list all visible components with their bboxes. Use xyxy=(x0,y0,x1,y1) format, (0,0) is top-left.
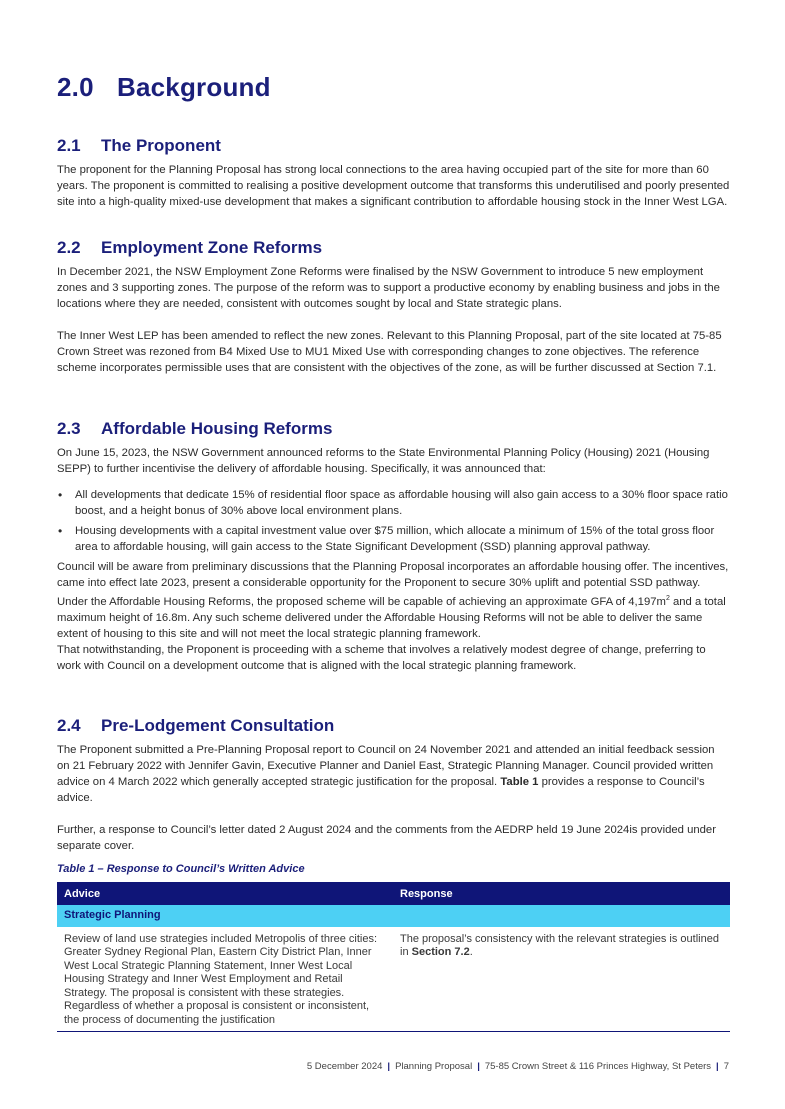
list-item: • All developments that dedicate 15% of residential floor space as affordable housing will also gain access to a 30% floor space ratio boost, and a height bonus of 30% above local environment plans. xyxy=(57,487,730,519)
section-reference: Section 7.2 xyxy=(411,946,470,958)
heading-number: 2.2 xyxy=(57,238,81,257)
paragraph: The Inner West LEP has been amended to reflect the new zones. Relevant to this Planning Proposal, part of the site located at 75-85 Crown Street was rezoned from B4 Mixed Use to MU1 Mixed Use with corresponding changes to zone objectives. The reference scheme incorporates permissible uses that are consistent with the objectives of the zone, as will be further discussed at Section 7.1. xyxy=(57,330,722,374)
affordable-housing-text xyxy=(57,445,730,674)
heading-title: The Proponent xyxy=(101,136,221,155)
heading-2-3 xyxy=(57,419,332,439)
text: The proposal’s consistency with the relevant strategies is outlined in xyxy=(400,932,719,958)
heading-title: Employment Zone Reforms xyxy=(101,238,323,257)
paragraph: The proponent for the Planning Proposal has strong local connections to the area having occupied part of the site for more than 60 years. The proponent is committed to realising a positive development outcome that transforms this underutilised and poorly presented site into a high-quality mixed-use development that makes a significant contribution to affordable housing stock in the Inner West LGA. xyxy=(57,164,730,208)
response-cell xyxy=(393,927,730,1032)
superscript: 2 xyxy=(665,595,670,602)
text: provides a response to Council’s advice. xyxy=(57,776,705,804)
header-advice: Advice xyxy=(57,882,393,905)
footer-document: Planning Proposal xyxy=(395,1061,473,1072)
text: . xyxy=(469,946,473,958)
table-caption: Table 1 – Response to Council’s Written Advice xyxy=(57,863,305,875)
footer-separator: | xyxy=(387,1061,391,1072)
text: Council will be aware from preliminary discussions that the Planning Proposal incorporates an affordable housing offer. The incentives, came into effect late 2023, present a considerable opportunity for the Proponent to secure 30% uplift and potential SSD pathway. Under the Affordable Housing Reforms, the proposed scheme will be capable of achieving an approximate GFA of 4,197m xyxy=(57,561,729,608)
heading-number: 2.1 xyxy=(57,136,81,155)
header-response: Response xyxy=(393,882,730,905)
section-heading xyxy=(57,72,271,103)
footer-date: 5 December 2024 xyxy=(306,1061,383,1072)
paragraph: Further, a response to Council’s letter dated 2 August 2024 and the comments from the AEDRP held 19 June 2024is provided under separate cover. xyxy=(57,824,716,852)
footer-separator: | xyxy=(477,1061,480,1072)
list-item: • Housing developments with a capital investment value over $75 million, which allocate a minimum of 15% of the total gross floor area to affordable housing, will gain access to the State Significant Development (SSD) planning approval pathway. xyxy=(57,523,730,555)
bullet-list xyxy=(57,487,730,555)
heading-2-4 xyxy=(57,716,334,736)
advice-cell: Review of land use strategies included Metropolis of three cities: Greater Sydney Regional Plan, Eastern City District Plan, Inner West Local Strategic Planning Statement, Inner West Local Housing Strategy and Inner West Employment and Retail Strategy. The proposal is consistent with these strategies. Regardless of whether a proposal is consistent or inconsistent, the process of documenting the justification xyxy=(57,927,393,1032)
employment-zone-text xyxy=(57,264,730,376)
paragraph: In December 2021, the NSW Employment Zone Reforms were finalised by the NSW Government to introduce 5 new employment zones and 3 supporting zones. The purpose of the reform was to support a productive economy by enabling business and jobs in the locations where they are needed, consistent with outcomes sought by local and State strategic plans. xyxy=(57,266,720,310)
consultation-text xyxy=(57,742,730,854)
page-footer xyxy=(307,1061,729,1072)
paragraph xyxy=(57,742,730,806)
table-row xyxy=(57,927,730,1032)
category-empty-cell xyxy=(393,905,730,927)
heading-2-1 xyxy=(57,136,221,156)
page-number: 7 xyxy=(723,1061,729,1072)
heading-title: Affordable Housing Reforms xyxy=(101,419,333,438)
table-header-row xyxy=(57,882,730,905)
heading-number: 2.3 xyxy=(57,419,81,438)
paragraph: On June 15, 2023, the NSW Government announced reforms to the State Environmental Planning Policy (Housing) 2021 (Housing SEPP) to further incentivise the delivery of affordable housing. Specifically, it was announced that: xyxy=(57,447,710,475)
text: The Proponent submitted a Pre-Planning Proposal report to Council on 24 November 2021 and attended an initial feedback session on 21 February 2022 with Jennifer Gavin, Executive Planner and Daniel East, Strategic Planning Manager. Council provided written advice on 4 March 2022 which generally accepted strategic justification for the proposal. xyxy=(57,744,715,788)
heading-number: 2.4 xyxy=(57,716,81,735)
heading-2-2 xyxy=(57,238,322,258)
heading-title: Pre-Lodgement Consultation xyxy=(101,716,335,735)
section-number: 2.0 xyxy=(57,72,94,102)
text: and a total maximum height of 16.8m. Any such scheme delivered under the Affordable Housing Reforms will not be able to deliver the same extent of housing to this site and will not meet the local strategic planning framework. xyxy=(57,595,726,640)
table-reference: Table 1 xyxy=(500,776,539,788)
footer-address: 75-85 Crown Street & 116 Princes Highway, St Peters xyxy=(484,1061,712,1072)
category-row xyxy=(57,905,730,927)
advice-table xyxy=(57,882,730,1032)
category-label: Strategic Planning xyxy=(57,905,393,927)
paragraph: That notwithstanding, the Proponent is proceeding with a scheme that involves a relatively modest degree of change, preferring to work with Council on a development outcome that is aligned with the local strategic planning framework. xyxy=(57,643,706,672)
footer-separator: | xyxy=(716,1061,719,1072)
section-title: Background xyxy=(117,72,271,102)
paragraph xyxy=(57,559,730,642)
proponent-text xyxy=(57,162,730,210)
